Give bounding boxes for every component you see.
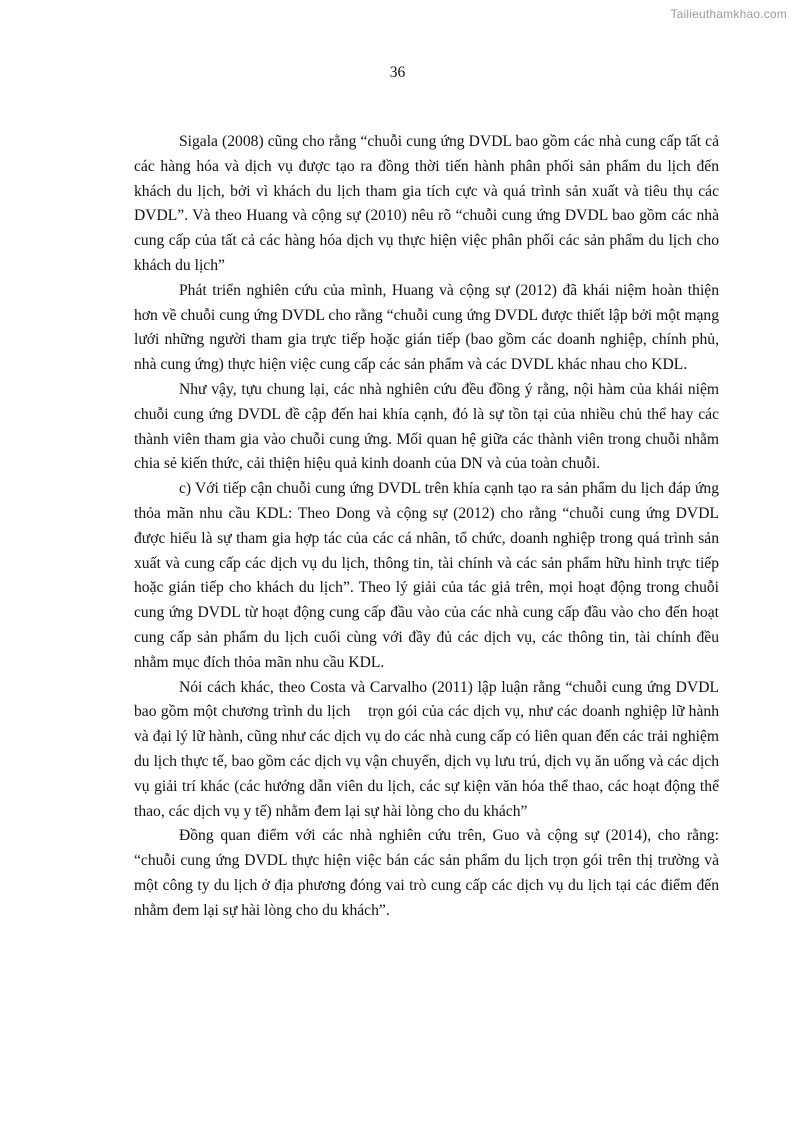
paragraph: Như vậy, tựu chung lại, các nhà nghiên cứu đều đồng ý rằng, nội hàm của khái niệm chuỗi cung ứng DVDL đề cập đến hai khía cạnh, đó là sự tồn tại của nhiều chủ thể hay các thành viên tham gia vào chuỗi cung ứng. Mối quan hệ giữa các thành viên trong chuỗi nhằm chia sẻ kiến thức, cải thiện hiệu quả kinh doanh của DN và của toàn chuỗi.: [134, 380, 719, 473]
paragraph: Phát triển nghiên cứu của mình, Huang và cộng sự (2012) đã khái niệm hoàn thiện hơn về chuỗi cung ứng DVDL cho rằng “chuỗi cung ứng DVDL được thiết lập bởi một mạng lưới những người tham gia trực tiếp hoặc gián tiếp (bao gồm các doanh nghiệp, chính phủ, nhà cung ứng) thực hiện việc cung cấp các sản phẩm và các DVDL khác nhau cho KDL.: [134, 281, 719, 374]
paragraph: Nói cách khác, theo Costa và Carvalho (2011) lập luận rằng “chuỗi cung ứng DVDL bao gồm một chương trình du lịch trọn gói của các dịch vụ, như các doanh nghiệp lữ hành và đại lý lữ hành, cũng như các dịch vụ do các nhà cung cấp có liên quan đến các trải nghiệm du lịch thực tế, bao gồm các dịch vụ vận chuyển, dịch vụ lưu trú, dịch vụ ăn uống và các dịch vụ giải trí khác (các hướng dẫn viên du lịch, các sự kiện văn hóa thể thao, các hoạt động thể thao, các dịch vụ y tế) nhằm đem lại sự hài lòng cho du khách”: [134, 678, 723, 820]
page-number: 36: [389, 64, 406, 81]
paragraph: Đồng quan điểm với các nhà nghiên cứu trên, Guo và cộng sự (2014), cho rằng: “chuỗi cung ứng DVDL thực hiện việc bán các sản phẩm du lịch trọn gói trên thị trường và một công ty du lịch ở địa phương đóng vai trò cung cấp các dịch vụ du lịch tại các điểm đến nhằm đem lại sự hài lòng cho du khách”.: [134, 827, 719, 919]
paragraph: Sigala (2008) cũng cho rằng “chuỗi cung ứng DVDL bao gồm các nhà cung cấp tất cả các hàng hóa và dịch vụ được tạo ra đồng thời tiến hành phân phối sản phẩm du lịch đến khách du lịch, bởi vì khách du lịch tham gia tích cực và quá trình sản xuất và tiêu thụ các DVDL”. Và theo Huang và cộng sự (2010) nêu rõ “chuỗi cung ứng DVDL bao gồm các nhà cung cấp của tất cả các hàng hóa dịch vụ thực hiện việc phân phối các sản phẩm du lịch cho khách du lịch”: [134, 133, 719, 274]
paragraph: c) Với tiếp cận chuỗi cung ứng DVDL trên khía cạnh tạo ra sản phẩm du lịch đáp ứng thỏa mãn nhu cầu KDL: Theo Dong và cộng sự (2012) cho rằng “chuỗi cung ứng DVDL được hiểu là sự tham gia hợp tác của các cá nhân, tổ chức, doanh nghiệp trong quá trình sản xuất và cung cấp các dịch vụ du lịch, thông tin, tài chính và các sản phẩm hữu hình trực tiếp hoặc gián tiếp cho khách du lịch”. Theo lý giải của tác giả trên, mọi hoạt động trong chuỗi cung ứng DVDL từ hoạt động cung cấp đầu vào của các nhà cung cấp đầu vào cho đến hoạt cung cấp sản phẩm du lịch cuối cùng với đầy đủ các dịch vụ, các thông tin, tài chính đều nhằm mục đích thỏa mãn nhu cầu KDL.: [134, 480, 719, 671]
document-body: [134, 130, 723, 924]
watermark: Tailieuthamkhao.com: [670, 7, 787, 21]
